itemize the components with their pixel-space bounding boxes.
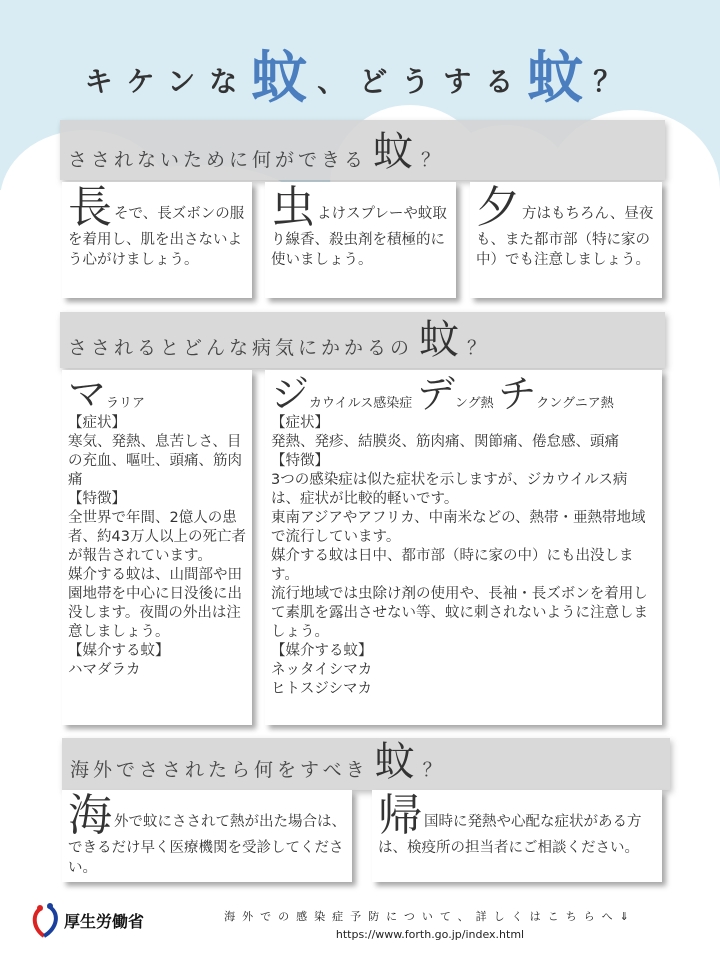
title-text: キケンな bbox=[84, 65, 252, 98]
symptoms: 寒気、発熱、息苦しさ、目の充血、嘔吐、頭痛、筋肉痛 bbox=[68, 434, 242, 488]
vector: ネッタイシマカ bbox=[271, 662, 373, 678]
page-title bbox=[0, 34, 720, 114]
section-heading-abroad bbox=[62, 738, 670, 790]
heading-mosquito: 蚊 bbox=[419, 317, 462, 363]
feature: 媒介する蚊は日中、都市部（時に家の中）にも出没します。 bbox=[271, 548, 634, 583]
feature: 流行地域では虫除け剤の使用や、長袖・長ズボンを着用して素肌を露出させない等、蚊に刺されないように注意しましょう。 bbox=[271, 586, 648, 640]
title-mosquito: 蚊 bbox=[527, 46, 594, 111]
mhlw-logo bbox=[32, 902, 144, 938]
tip-text: 国時に発熱や心配な症状がある方は、検疫所の担当者にご相談ください。 bbox=[378, 814, 642, 856]
title-mosquito: 蚊 bbox=[251, 46, 318, 111]
tip-text: 方はもちろん、昼夜も、また都市部（特に家の中）でも注意しましょう。 bbox=[476, 206, 654, 268]
feature: 全世界で年間、2億人の患者、約43万人以上の死亡者が報告されています。 bbox=[68, 510, 246, 564]
section-heading-diseases bbox=[60, 312, 665, 368]
drop-cap: デ bbox=[416, 372, 455, 416]
section-heading-prevention bbox=[60, 120, 665, 180]
drop-cap: ジ bbox=[271, 372, 310, 416]
footer-text: 海外での感染症予防について、詳しくはこちらへ⇓ bbox=[224, 910, 636, 923]
label: 【特徴】 bbox=[271, 453, 329, 469]
vector: ハマダラカ bbox=[68, 662, 141, 678]
zika-dengue-chikungunya-card bbox=[265, 370, 662, 725]
footer-url-link[interactable]: https://www.forth.go.jp/index.html bbox=[335, 928, 525, 941]
heading-text: 海外でさされたら何をすべき bbox=[70, 759, 369, 781]
tip-text: よけスプレーや蚊取り線香、殺虫剤を積極的に使いましょう。 bbox=[271, 206, 447, 268]
title-text: 、どうする bbox=[317, 65, 528, 98]
drop-cap: 夕 bbox=[476, 182, 520, 233]
symptoms: 発熱、発疹、結膜炎、筋肉痛、関節痛、倦怠感、頭痛 bbox=[271, 434, 619, 450]
feature: 3つの感染症は似た症状を示しますが、ジカウイルス病は、症状が比較的軽いです。 bbox=[271, 472, 628, 507]
tip-text: そで、長ズボンの服を着用し、肌を出さないよう心がけましょう。 bbox=[68, 206, 245, 268]
drop-cap: 長 bbox=[68, 182, 112, 233]
return-card bbox=[372, 790, 662, 882]
label: 【媒介する蚊】 bbox=[271, 643, 373, 659]
feature: 東南アジアやアフリカ、中南米などの、熱帯・亜熱帯地域で流行しています。 bbox=[271, 510, 646, 545]
title-question: ？ bbox=[593, 65, 636, 98]
heading-text: さされないために何ができる bbox=[68, 149, 368, 171]
disease-name: ング熱 bbox=[454, 396, 494, 411]
heading-question: ？ bbox=[421, 149, 445, 171]
feature: 媒介する蚊は、山間部や田園地帯を中心に日没後に出没します。夜間の外出は注意しましょう。 bbox=[68, 567, 242, 640]
malaria-card bbox=[62, 370, 252, 725]
drop-cap: 海 bbox=[68, 790, 112, 841]
drop-cap: 虫 bbox=[271, 182, 315, 233]
drop-cap: チ bbox=[498, 372, 537, 416]
disease-name: クングニア熱 bbox=[536, 396, 614, 411]
label: 【症状】 bbox=[271, 415, 329, 431]
heading-text: さされるとどんな病気にかかるの bbox=[68, 337, 414, 359]
disease-name: カウイルス感染症 bbox=[309, 396, 413, 411]
drop-cap: 帰 bbox=[378, 790, 422, 841]
tip-text: 外で蚊にさされて熱が出た場合は、できるだけ早く医療機関を受診してください。 bbox=[68, 814, 346, 876]
disease-name: ラリア bbox=[106, 396, 146, 411]
label: 【媒介する蚊】 bbox=[68, 643, 170, 659]
heading-question: ？ bbox=[422, 759, 446, 781]
heading-mosquito: 蚊 bbox=[373, 129, 416, 175]
label: 【症状】 bbox=[68, 415, 126, 431]
tip-card-sleeves bbox=[62, 182, 252, 298]
drop-cap: マ bbox=[68, 372, 107, 416]
heading-mosquito: 蚊 bbox=[374, 739, 417, 785]
mhlw-emblem-icon bbox=[32, 902, 58, 938]
tip-card-repellent bbox=[265, 182, 456, 298]
org-name: 厚生労働省 bbox=[64, 911, 145, 931]
heading-question: ？ bbox=[467, 337, 491, 359]
tip-card-evening bbox=[470, 182, 662, 298]
abroad-card bbox=[62, 790, 352, 882]
vector: ヒトスジシマカ bbox=[271, 681, 372, 697]
label: 【特徴】 bbox=[68, 491, 126, 507]
